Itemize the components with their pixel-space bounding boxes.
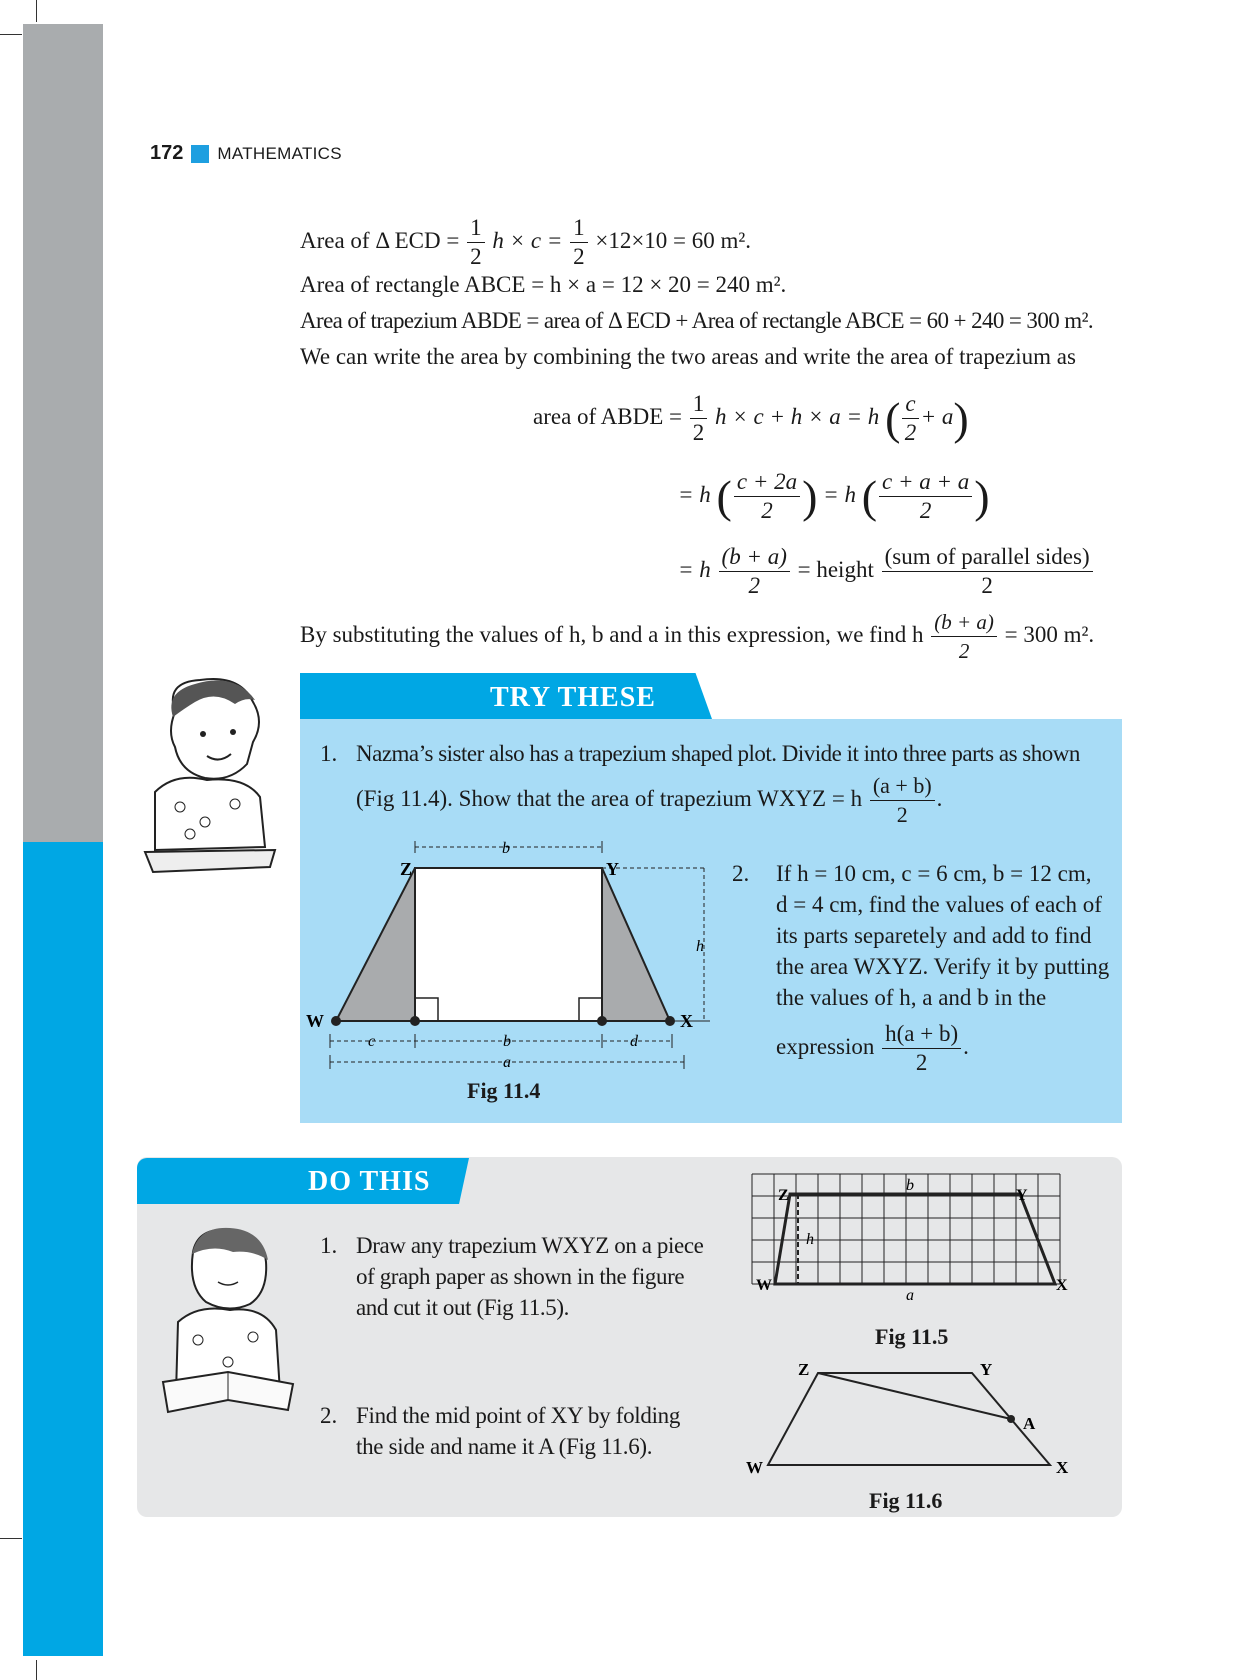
fig-11-4-trapezium	[300, 835, 720, 1095]
fig6-label-z: Z	[798, 1360, 810, 1379]
fig5-label-b: b	[906, 1177, 914, 1194]
crop-mark	[36, 0, 37, 22]
try-q1-line2: (Fig 11.4). Show that the area of trapezium WXYZ = h $\frac{(a + b)}{2}$ .	[356, 773, 943, 827]
try-q2-expression: expression $\frac{h(a + b)}{2}$ .	[776, 1021, 969, 1075]
side-band-gray	[23, 24, 103, 842]
page-number: 172	[150, 142, 184, 164]
fig5-label-a: a	[906, 1287, 914, 1304]
fig-11-6-caption: Fig 11.6	[869, 1488, 943, 1513]
fig4-label-z: Z	[400, 859, 413, 879]
try-q1-line1: Nazma’s sister also has a trapezium shaped plot. Divide it into three parts as shown	[356, 741, 1080, 766]
fig-11-6-trapezium	[740, 1355, 1080, 1475]
abde-formula: area of ABDE = $\frac{1}{2}$ h × c + h × a = h ( $\frac{c}{2}$ + a)	[533, 391, 969, 445]
do-q1-number: 1.	[320, 1233, 338, 1258]
header-square-icon	[191, 145, 209, 163]
side-band-blue	[23, 842, 103, 1656]
fig-11-4-caption: Fig 11.4	[467, 1078, 541, 1103]
substitute-line: By substituting the values of h, b and a in this expression, we find h $\frac{(b + a)}{2}$ = 300 m².	[300, 610, 1095, 663]
do-q2-number: 2.	[320, 1403, 338, 1428]
fig4-label-x: X	[680, 1011, 693, 1031]
fig6-label-x: X	[1056, 1458, 1069, 1475]
formula-step-2: = h ( $\frac{c + 2a}{2}$ ) = h ( $\frac{c + a + a}{2}$ )	[678, 469, 990, 523]
combine-line: We can write the area by combining the two areas and write the area of trapezium as	[300, 344, 1076, 369]
fig6-label-y: Y	[980, 1360, 993, 1379]
fig4-label-c: c	[368, 1033, 376, 1050]
try-q1-number: 1.	[320, 741, 338, 766]
try-these-title: TRY THESE	[490, 682, 656, 713]
page-header	[150, 142, 342, 165]
do-this-title: DO THIS	[308, 1166, 431, 1197]
fig4-label-b-top: b	[502, 840, 510, 857]
fig4-label-w: W	[306, 1011, 324, 1031]
formula-step-3: = h $\frac{(b + a)}{2}$ = height $\frac{\text{(sum of parallel sides)}}{2}$	[678, 543, 1095, 600]
try-q2-number: 2.	[732, 861, 750, 886]
crop-mark	[0, 1538, 22, 1539]
fig-11-5-graph-paper	[750, 1172, 1080, 1308]
fig4-label-d: d	[630, 1033, 638, 1050]
try-q2-text: If h = 10 cm, c = 6 cm, b = 12 cm, d = 4 cm, find the values of each of its parts separetely and add to find the area WXYZ. Verify it by putting the values of h, a and b in the	[776, 861, 1110, 1010]
boy-thinking-illustration	[135, 672, 285, 882]
fig6-label-a: A	[1023, 1414, 1036, 1433]
rectangle-area-line: Area of rectangle ABCE = h × a = 12 × 20 = 240 m².	[300, 272, 787, 297]
crop-mark	[0, 34, 22, 35]
fig6-label-w: W	[746, 1458, 763, 1475]
ecd-area-line: Area of Δ ECD = $\frac{1}{2}$ h × c = $\frac{1}{2}$ ×12×10 = 60 m².	[300, 215, 752, 269]
fig5-label-z: Z	[778, 1187, 789, 1204]
fig4-label-h: h	[696, 938, 704, 955]
subject-title: MATHEMATICS	[217, 143, 342, 163]
fig5-label-y: Y	[1016, 1187, 1028, 1204]
fig4-label-y: Y	[606, 859, 619, 879]
fig5-label-h: h	[806, 1231, 814, 1248]
fig5-label-w: W	[756, 1277, 772, 1294]
fig4-label-a: a	[503, 1054, 511, 1071]
crop-mark	[36, 1660, 37, 1680]
fig5-label-x: X	[1056, 1277, 1068, 1294]
do-q1-text: Draw any trapezium WXYZ on a piece of graph paper as shown in the figure and cut it out (Fig 11.5).	[356, 1233, 704, 1320]
fig4-label-b: b	[503, 1033, 511, 1050]
do-q2-text: Find the mid point of XY by folding the side and name it A (Fig 11.6).	[356, 1403, 681, 1459]
child-reading-illustration	[158, 1222, 298, 1422]
trapezium-area-line: Area of trapezium ABDE = area of Δ ECD + Area of rectangle ABCE = 60 + 240 = 300 m².	[300, 308, 1094, 333]
fig-11-5-caption: Fig 11.5	[875, 1324, 949, 1349]
